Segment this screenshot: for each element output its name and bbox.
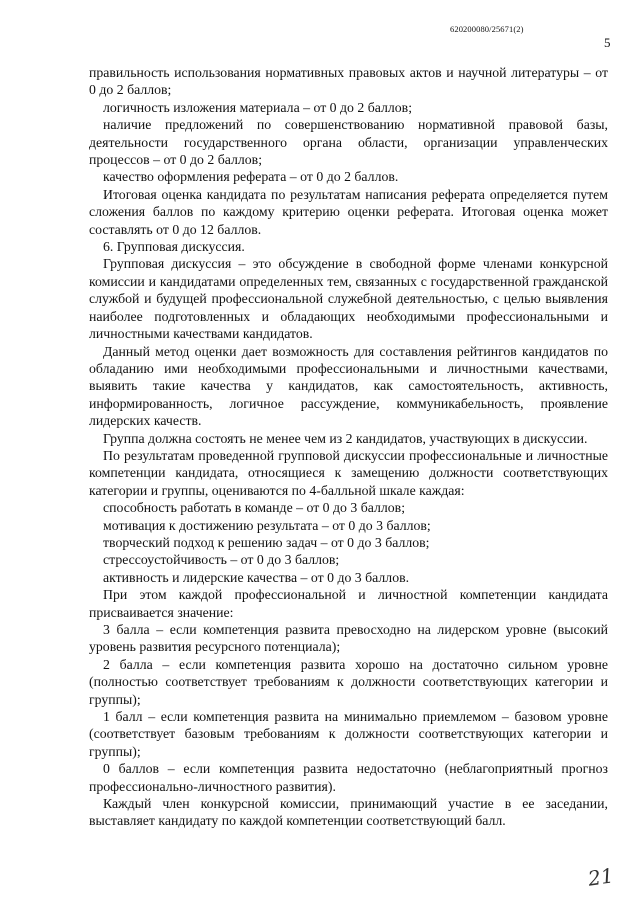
paragraph: По результатам проведенной групповой дискуссии профессиональные и личностные компетенции кандидата, относящиеся к замещению должности соответствующих категории и группы, оцениваются по 4-балльной шкале каждая: bbox=[89, 447, 608, 498]
section-heading: 6. Групповая дискуссия. bbox=[103, 239, 245, 255]
list-item: активность и лидерские качества – от 0 до 3 баллов. bbox=[103, 569, 410, 585]
list-item: творческий подход к решению задач – от 0 до 3 баллов; bbox=[103, 534, 430, 550]
page-number: 5 bbox=[604, 35, 611, 50]
paragraph: правильность использования нормативных правовых актов и научной литературы – от 0 до 2 баллов; bbox=[89, 65, 608, 98]
list-item: 3 балла – если компетенция развита превосходно на лидерском уровне (высокий уровень развития ресурсного потенциала); bbox=[89, 622, 608, 655]
paragraph: Итоговая оценка кандидата по результатам написания реферата определяется путем сложения баллов по каждому критерию оценки реферата. Итоговая оценка может составлять от 0 до 12 баллов. bbox=[89, 186, 608, 237]
list-item: 2 балла – если компетенция развита хорошо на достаточно сильном уровне (полностью соответствует требованиям к должности соответствующих категории и группы); bbox=[89, 656, 608, 707]
list-item: качество оформления реферата – от 0 до 2 баллов. bbox=[103, 169, 399, 185]
list-item: 1 балл – если компетенция развита на минимально приемлемом – базовом уровне (соответствует базовым требованиям к должности соответствующих категории и группы); bbox=[89, 709, 608, 759]
list-item: способность работать в команде – от 0 до 3 баллов; bbox=[103, 500, 406, 516]
list-item: 0 баллов – если компетенция развита недостаточно (неблагоприятный прогноз профессионально-личностного развития). bbox=[89, 761, 608, 794]
document-body bbox=[89, 64, 608, 830]
list-item: мотивация к достижению результата – от 0 до 3 баллов; bbox=[103, 517, 431, 533]
document-id: 620200080/25671(2) bbox=[450, 24, 524, 34]
list-item: стрессоустойчивость – от 0 до 3 баллов; bbox=[103, 552, 340, 568]
paragraph: Данный метод оценки дает возможность для составления рейтингов кандидатов по обладанию ими необходимыми профессиональными и личностными качествами, выявить такие качества у кандидатов, как самостоятельность, активность, информированность, логичное рассуждение, коммуникабельность, проявление лидерских качеств. bbox=[89, 343, 608, 429]
handwritten-page-mark: 21 bbox=[586, 863, 615, 891]
list-item: логичность изложения материала – от 0 до 2 баллов; bbox=[103, 99, 413, 115]
paragraph: При этом каждой профессиональной и личностной компетенции кандидата присваивается значение: bbox=[89, 587, 608, 620]
list-item: наличие предложений по совершенствованию нормативной правовой базы, деятельности государственного органа области, организации управленческих процессов – от 0 до 2 баллов; bbox=[89, 117, 608, 168]
paragraph: Группа должна состоять не менее чем из 2 кандидатов, участвующих в дискуссии. bbox=[103, 430, 588, 446]
paragraph: Каждый член конкурсной комиссии, принимающий участие в ее заседании, выставляет кандидату по каждой компетенции соответствующий балл. bbox=[89, 796, 608, 829]
paragraph: Групповая дискуссия – это обсуждение в свободной форме членами конкурсной комиссии и кандидатами определенных тем, связанных с государственной гражданской службой и будущей профессиональной служебной деятельностью, с целью выявления наиболее подготовленных и обладающих необходимыми профессиональными и личностными качествами кандидатов. bbox=[89, 256, 608, 342]
